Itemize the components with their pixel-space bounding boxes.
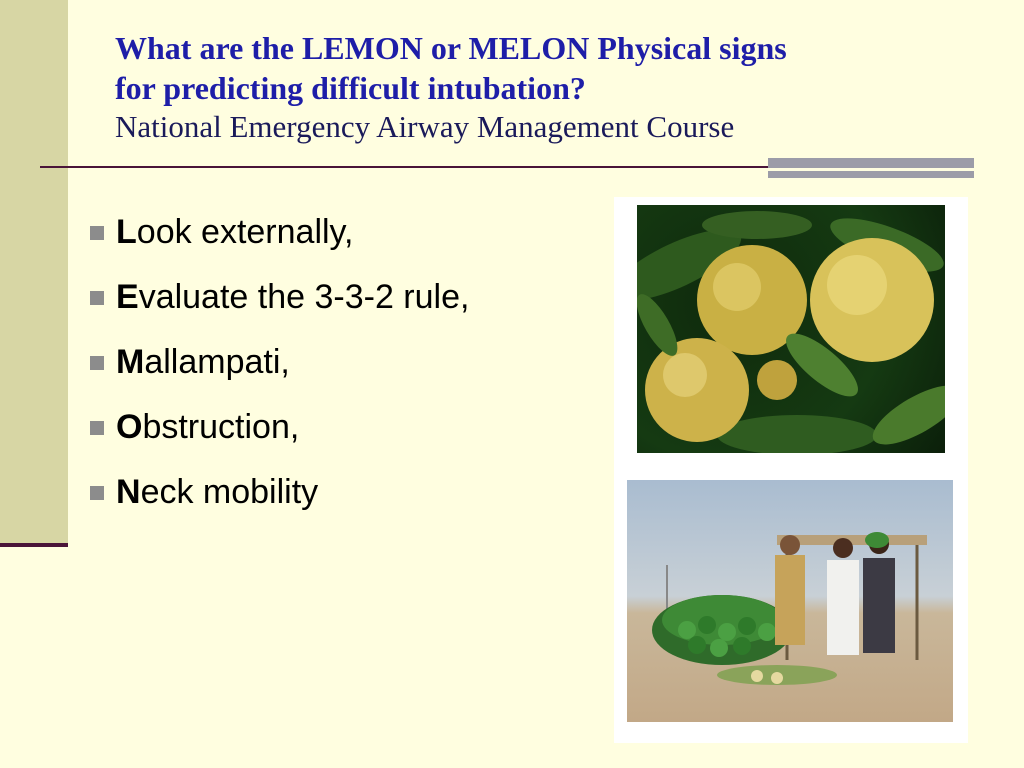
slide-title-line-1: What are the LEMON or MELON Physical signs [115,30,787,66]
slide-title-block [115,28,995,146]
bullet-text: eck mobility [140,473,319,511]
lemon-bullet-list [90,200,469,525]
left-accent-line [0,543,68,547]
title-divider-bar-lower [768,171,974,178]
square-bullet-icon [90,486,104,500]
slide-title-line-2: for predicting difficult intubation? [115,70,586,106]
bullet-item-mallampati [90,330,469,395]
bullet-item-neck-mobility [90,460,469,525]
bullet-text: ook externally, [136,213,354,251]
bullet-initial: L [116,213,137,251]
bullet-initial: E [116,278,139,316]
melon-vendors-photo [627,480,953,722]
bullet-item-obstruction [90,395,469,460]
bullet-text: bstruction, [142,408,300,446]
bullet-initial: O [116,408,143,446]
bullet-text: valuate the 3-3-2 rule, [138,278,470,316]
square-bullet-icon [90,421,104,435]
bullet-item-look [90,200,469,265]
lemons-illustration [637,205,945,453]
lemons-photo [637,205,945,453]
bullet-item-evaluate [90,265,469,330]
bullet-initial: N [116,473,141,511]
square-bullet-icon [90,291,104,305]
melon-stall-illustration [627,480,953,722]
square-bullet-icon [90,226,104,240]
slide-subtitle: National Emergency Airway Management Course [115,109,735,144]
square-bullet-icon [90,356,104,370]
bullet-text: allampati, [144,343,290,381]
left-decorative-band [0,0,68,545]
title-divider-bar [768,158,974,168]
bullet-initial: M [116,343,145,381]
